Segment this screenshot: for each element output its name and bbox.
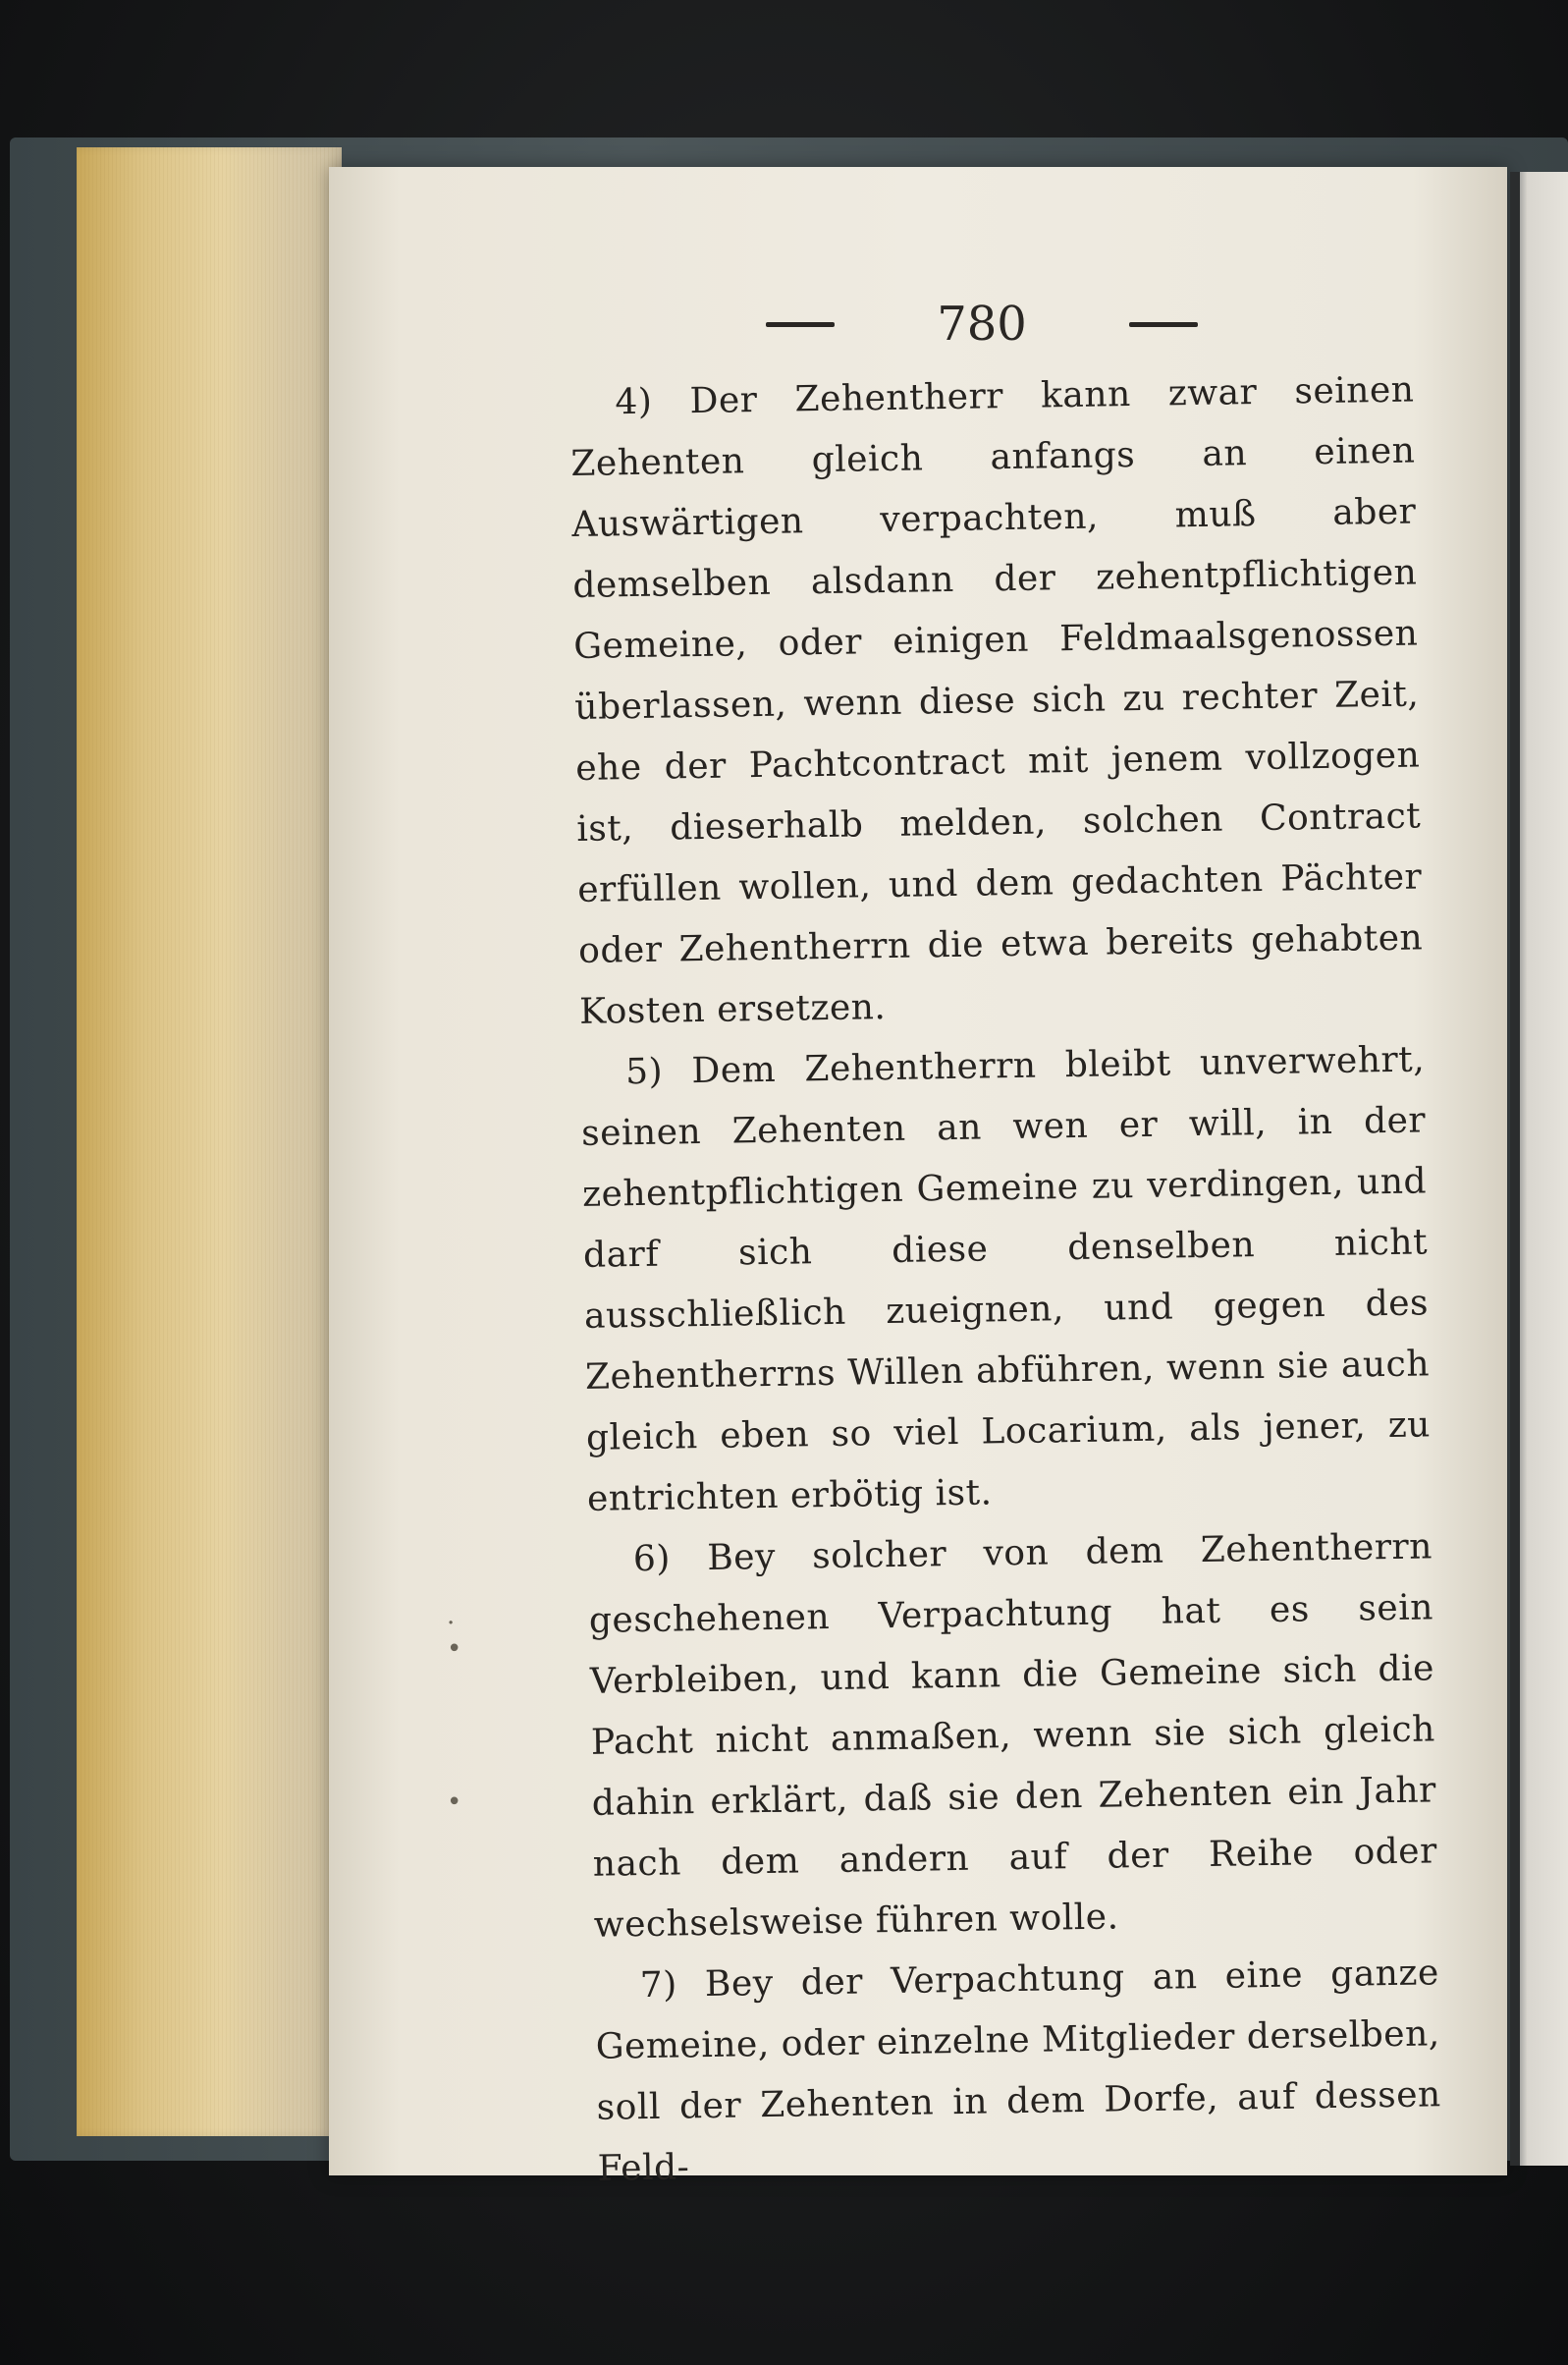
paragraph-number: 6) bbox=[632, 1538, 672, 1580]
page-number: 780 bbox=[937, 297, 1027, 352]
paragraph-text: Dem Zehentherrn bleibt unverwehrt, seinen Zehenten an wen er will, in der zehentpflichtigen Gemeine zu verdingen, und darf sich diese denselben nicht ausschließlich zueignen, und gegen des Zehentherrns Willen abführen, wenn sie auch gleich eben so viel Locarium, als jener, zu entrichten erbötig ist. bbox=[580, 1039, 1432, 1519]
facing-page-edge bbox=[1510, 172, 1568, 2166]
paragraph-number: 7) bbox=[639, 1964, 678, 2007]
paragraph-6 bbox=[588, 1516, 1439, 1955]
header-dash-left bbox=[766, 322, 835, 327]
paragraph-7 bbox=[594, 1943, 1442, 2199]
paragraph-text: Bey der Verpachtung an eine ganze Gemeine, oder einzelne Mitglieder derselben, soll der Zehenten in dem Dorfe, auf dessen Feld- bbox=[595, 1952, 1441, 2189]
page-header bbox=[766, 285, 1198, 363]
header-dash-right bbox=[1129, 322, 1198, 327]
page-edge bbox=[77, 147, 342, 2136]
paragraph-5 bbox=[580, 1029, 1433, 1529]
paragraph-text: Bey solcher von dem Zehentherrn geschehenen Verpachtung hat es sein Verbleiben, und kann die Gemeine sich die Pacht nicht anmaßen, wenn sie sich gleich dahin erklärt, daß sie den Zehenten ein Jahr nach dem andern auf der Reihe oder wechselsweise führen wolle. bbox=[588, 1526, 1438, 1946]
body-text bbox=[569, 359, 1442, 2199]
paragraph-number: 4) bbox=[615, 381, 653, 423]
paragraph-4 bbox=[569, 359, 1425, 1042]
paragraph-text: Der Zehentherr kann zwar seinen Zehenten gleich anfangs an einen Auswärtigen verpachten, muß aber demselben alsdann der zehentpflichtigen Gemeine, oder einigen Feldmaalsgenossen überlassen, wenn diese sich zu rechter Zeit, ehe der Pachtcontract mit jenem vollzogen ist, dieserhalb melden, solchen Contract erfüllen wollen, und dem gedachten Pächter oder Zehentherrn die etwa bereits gehabten Kosten ersetzen. bbox=[570, 369, 1424, 1032]
margin-specks: · • • bbox=[447, 1609, 462, 1817]
paragraph-number: 5) bbox=[624, 1051, 664, 1093]
